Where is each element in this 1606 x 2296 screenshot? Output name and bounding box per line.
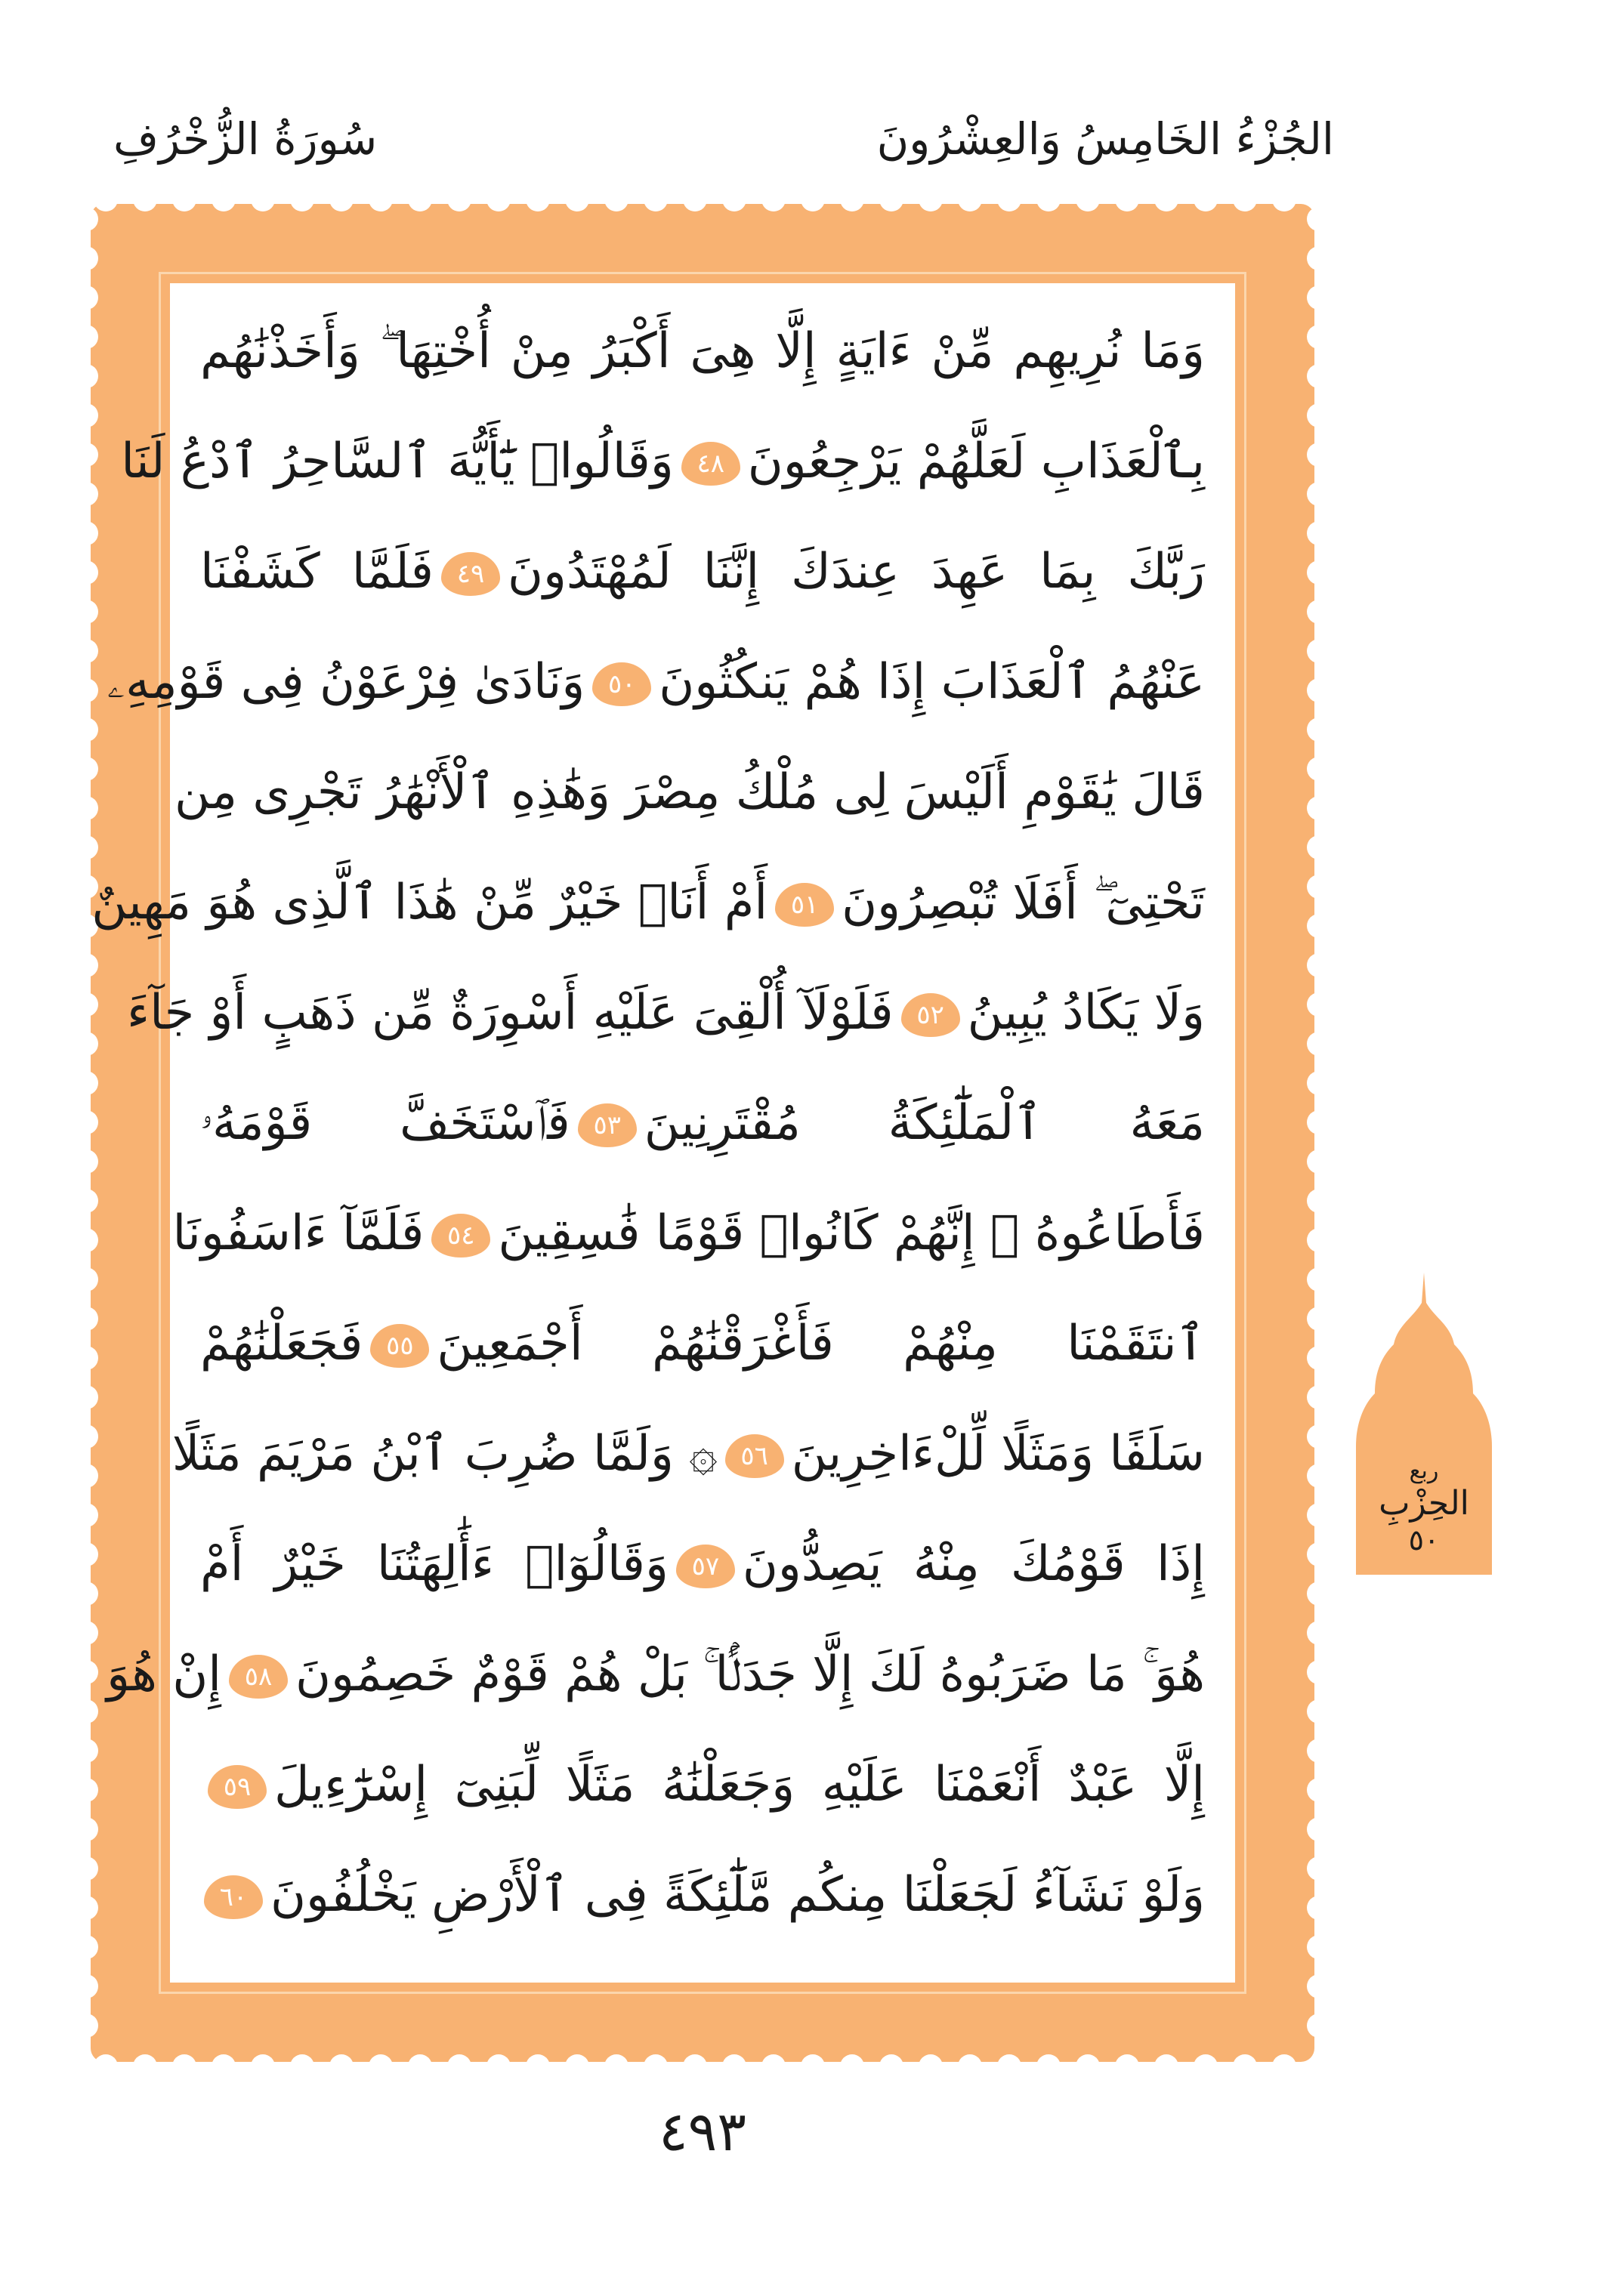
frame-scallop: [91, 757, 98, 781]
frame-scallop: [1307, 1817, 1314, 1841]
verse-text: عَنْهُمُ ٱلْعَذَابَ إِذَا هُمْ يَنكُثُونَ: [659, 654, 1205, 710]
frame-scallop: [1307, 1896, 1314, 1920]
verse-line: [200, 526, 1205, 617]
frame-scallop: [486, 204, 511, 211]
frame-scallop: [1307, 2014, 1314, 2038]
frame-scallop: [1115, 2054, 1139, 2062]
frame-scallop: [1307, 482, 1314, 506]
frame-scallop: [91, 246, 98, 270]
frame-scallop: [958, 2054, 982, 2062]
frame-scallop: [91, 639, 98, 663]
verse-text: قَالَ يَٰقَوْمِ أَلَيْسَ لِى مُلْكُ مِصْرَ وَهَٰذِهِ ٱلْأَنْهَٰرُ تَجْرِى مِن: [174, 764, 1205, 820]
frame-scallop: [1307, 1307, 1314, 1331]
frame-scallop: [604, 204, 629, 211]
frame-scallop: [91, 1582, 98, 1606]
verse-line: [91, 857, 1205, 948]
surah-header: سُورَةُ الزُّخْرُفِ: [113, 113, 378, 165]
frame-scallop: [91, 1189, 98, 1213]
frame-scallop: [91, 992, 98, 1017]
frame-scallop: [91, 1228, 98, 1252]
verse-text: فَلَوْلَآ أُلْقِىَ عَلَيْهِ أَسْوِرَةٌ مِّن ذَهَبٍ أَوْ جَآءَ: [127, 985, 894, 1041]
frame-scallop: [91, 403, 98, 427]
frame-scallop: [1307, 1503, 1314, 1527]
verse-line: [171, 1409, 1205, 1499]
frame-scallop: [1307, 207, 1314, 231]
frame-scallop: [447, 204, 471, 211]
frame-scallop: [1307, 1424, 1314, 1449]
frame-scallop: [1307, 1189, 1314, 1213]
frame-scallop: [91, 1385, 98, 1409]
frame-scallop: [91, 1817, 98, 1841]
frame-scallop: [91, 1896, 98, 1920]
frame-scallop: [1307, 600, 1314, 624]
ayah-number-marker: ٤٩: [441, 552, 500, 596]
frame-scallop: [251, 204, 275, 211]
quran-text-area: [91, 283, 1235, 1983]
frame-scallop: [526, 204, 550, 211]
frame-scallop: [840, 2054, 864, 2062]
ayah-number-marker: ٥١: [775, 883, 834, 927]
frame-scallop: [1307, 757, 1314, 781]
ayah-number-marker: ٥٩: [208, 1765, 267, 1809]
frame-scallop: [644, 2054, 668, 2062]
ayah-number-marker: ٥٦: [725, 1434, 784, 1478]
frame-scallop: [91, 1542, 98, 1566]
frame-scallop: [91, 600, 98, 624]
frame-scallop: [91, 1150, 98, 1174]
frame-scallop: [91, 1974, 98, 1998]
frame-scallop: [1307, 560, 1314, 585]
frame-scallop: [172, 204, 196, 211]
frame-scallop: [683, 204, 707, 211]
verse-line: [200, 1298, 1205, 1389]
frame-scallop: [1307, 246, 1314, 270]
frame-scallop: [644, 204, 668, 211]
frame-scallop: [1307, 1071, 1314, 1095]
frame-scallop: [761, 2054, 786, 2062]
frame-scallop: [1307, 639, 1314, 663]
frame-scallop: [958, 204, 982, 211]
verse-text: وَقَالُوا۟ يَٰٓأَيُّهَ ٱلسَّاحِرُ ٱدْعُ لَنَا: [121, 434, 674, 489]
frame-scallop: [91, 560, 98, 585]
verse-line: [107, 1629, 1205, 1720]
frame-scallop: [1307, 1621, 1314, 1645]
verse-line: [121, 416, 1205, 507]
frame-scallop: [91, 1660, 98, 1684]
frame-scallop: [997, 204, 1021, 211]
frame-scallop: [91, 1503, 98, 1527]
frame-scallop: [604, 2054, 629, 2062]
frame-scallop: [1307, 364, 1314, 388]
verse-line: [172, 1188, 1205, 1279]
frame-scallop: [91, 1621, 98, 1645]
frame-scallop: [879, 2054, 903, 2062]
verse-line: [200, 306, 1205, 397]
frame-scallop: [91, 482, 98, 506]
frame-scallop: [1307, 718, 1314, 742]
verse-text: فَلَمَّا كَشَفْنَا: [200, 544, 434, 600]
verse-text: ۞ وَلَمَّا ضُرِبَ ٱبْنُ مَرْيَمَ مَثَلًا: [171, 1426, 718, 1482]
frame-scallop: [369, 2054, 393, 2062]
verse-text: هُوَ ۚ مَا ضَرَبُوهُ لَكَ إِلَّا جَدَلًۢا ۚ بَلْ هُمْ قَوْمٌ خَصِمُونَ: [295, 1646, 1205, 1702]
frame-scallop: [91, 1856, 98, 1881]
frame-scallop: [91, 325, 98, 349]
frame-scallop: [91, 718, 98, 742]
frame-scallop: [1307, 953, 1314, 977]
frame-scallop: [1307, 1974, 1314, 1998]
frame-scallop: [290, 204, 314, 211]
frame-scallop: [1307, 1267, 1314, 1292]
frame-scallop: [91, 364, 98, 388]
frame-scallop: [1272, 204, 1296, 211]
frame-scallop: [1194, 204, 1218, 211]
frame-scallop: [1076, 2054, 1100, 2062]
frame-scallop: [1307, 875, 1314, 899]
frame-scallop: [408, 204, 432, 211]
frame-scallop: [1307, 835, 1314, 859]
ayah-number-marker: ٥٣: [578, 1103, 637, 1147]
frame-scallop: [91, 1346, 98, 1370]
frame-scallop: [133, 2054, 157, 2062]
verse-line: [107, 637, 1205, 727]
frame-scallop: [369, 204, 393, 211]
ayah-number-marker: ٤٨: [681, 442, 740, 486]
frame-scallop: [1307, 1739, 1314, 1763]
verse-text: إِذَا قَوْمُكَ مِنْهُ يَصِدُّونَ: [742, 1536, 1205, 1592]
frame-scallop: [251, 2054, 275, 2062]
verse-line: [200, 1519, 1205, 1609]
frame-scallop: [1307, 1582, 1314, 1606]
verse-text: فَجَعَلْنَٰهُمْ: [200, 1316, 363, 1372]
frame-scallop: [91, 2014, 98, 2038]
verse-text: إِلَّا عَبْدٌ أَنْعَمْنَا عَلَيْهِ وَجَعَلْنَٰهُ مَثَلًا لِّبَنِىٓ إِسْرَٰٓءِيلَ: [274, 1757, 1205, 1813]
frame-scallop: [1307, 325, 1314, 349]
frame-scallop: [1233, 2054, 1257, 2062]
verse-text: وَمَا نُرِيهِم مِّنْ ءَايَةٍ إِلَّا هِىَ أَكْبَرُ مِنْ أُخْتِهَا ۖ وَأَخَذْنَٰهُم: [200, 323, 1205, 379]
frame-scallop: [1307, 1935, 1314, 1959]
frame-scallop: [1272, 2054, 1296, 2062]
hizb-rub-text: ربع: [1409, 1458, 1439, 1484]
frame-scallop: [801, 2054, 825, 2062]
frame-scallop: [1307, 678, 1314, 702]
frame-scallop: [683, 2054, 707, 2062]
frame-scallop: [1233, 204, 1257, 211]
verse-text: وَنَادَىٰ فِرْعَوْنُ فِى قَوْمِهِۦ: [107, 654, 585, 710]
frame-scallop: [840, 204, 864, 211]
frame-scallop: [1307, 1110, 1314, 1134]
frame-scallop: [94, 2054, 118, 2062]
page-number: ٤٩٣: [658, 2100, 746, 2163]
frame-scallop: [91, 1424, 98, 1449]
hizb-marker-label: [1352, 1458, 1496, 1557]
frame-scallop: [1307, 443, 1314, 467]
decorative-frame: [91, 204, 1314, 2062]
frame-scallop: [172, 2054, 196, 2062]
frame-scallop: [91, 1267, 98, 1292]
frame-scallop: [997, 2054, 1021, 2062]
frame-scallop: [1154, 204, 1178, 211]
frame-scallop: [91, 207, 98, 231]
frame-scallop: [1036, 2054, 1061, 2062]
frame-scallop: [91, 1110, 98, 1134]
ayah-number-marker: ٥٧: [676, 1545, 735, 1588]
frame-scallop: [1307, 521, 1314, 545]
verse-text: وَلَوْ نَشَآءُ لَجَعَلْنَا مِنكُم مَّلَٰٓئِكَةً فِى ٱلْأَرْضِ يَخْلُفُونَ: [270, 1867, 1205, 1923]
frame-scallop: [722, 2054, 746, 2062]
frame-scallop: [91, 1778, 98, 1802]
hizb-text: الحِزْبِ: [1379, 1484, 1469, 1523]
frame-scallop: [212, 204, 236, 211]
juz-header: الجُزْءُ الخَامِسُ وَالعِشْرُونَ: [876, 113, 1334, 165]
frame-scallop: [919, 2054, 943, 2062]
frame-scallop: [1154, 2054, 1178, 2062]
verse-line: [174, 747, 1205, 838]
frame-scallop: [565, 2054, 589, 2062]
frame-scallop: [91, 953, 98, 977]
frame-scallop: [91, 1935, 98, 1959]
frame-scallop: [91, 1071, 98, 1095]
ayah-number-marker: ٥٠: [592, 662, 651, 706]
frame-scallop: [91, 1307, 98, 1331]
frame-scallop: [1307, 1464, 1314, 1488]
verse-text: وَلَا يَكَادُ يُبِينُ: [967, 985, 1205, 1041]
frame-scallop: [1307, 1385, 1314, 1409]
frame-scallop: [761, 204, 786, 211]
frame-scallop: [91, 1739, 98, 1763]
ayah-number-marker: ٥٢: [901, 993, 960, 1037]
frame-scallop: [1307, 1032, 1314, 1056]
frame-scallop: [91, 796, 98, 820]
verse-line: [200, 1078, 1205, 1168]
verse-text: رَبَّكَ بِمَا عَهِدَ عِندَكَ إِنَّنَا لَمُهْتَدُونَ: [507, 544, 1206, 600]
verse-text: ٱنتَقَمْنَا مِنْهُمْ فَأَغْرَقْنَٰهُمْ أَجْمَعِينَ: [437, 1316, 1205, 1372]
verse-text: سَلَفًا وَمَثَلًا لِّلْءَاخِرِينَ: [791, 1426, 1205, 1482]
frame-scallop: [1307, 1778, 1314, 1802]
frame-scallop: [94, 204, 118, 211]
frame-scallop: [91, 285, 98, 310]
frame-scallop: [91, 1699, 98, 1724]
ayah-number-marker: ٥٥: [370, 1324, 429, 1368]
frame-scallop: [1115, 204, 1139, 211]
verse-line: [127, 967, 1205, 1058]
verse-text: بِٱلْعَذَابِ لَعَلَّهُمْ يَرْجِعُونَ: [747, 434, 1205, 489]
frame-scallop: [329, 2054, 354, 2062]
frame-scallop: [1194, 2054, 1218, 2062]
verse-line: [200, 1739, 1205, 1830]
frame-scallop: [1307, 1856, 1314, 1881]
frame-scallop: [565, 204, 589, 211]
frame-scallop: [133, 204, 157, 211]
frame-scallop: [1307, 285, 1314, 310]
ayah-number-marker: ٦٠: [204, 1875, 263, 1919]
frame-scallop: [1036, 204, 1061, 211]
hizb-number: ٥٠: [1408, 1523, 1440, 1557]
verse-text: مَعَهُ ٱلْمَلَٰٓئِكَةُ مُقْتَرِنِينَ: [644, 1095, 1205, 1151]
frame-scallop: [212, 2054, 236, 2062]
frame-scallop: [1307, 796, 1314, 820]
frame-scallop: [1307, 403, 1314, 427]
frame-scallop: [329, 204, 354, 211]
frame-scallop: [1307, 1150, 1314, 1174]
frame-scallop: [447, 2054, 471, 2062]
frame-scallop: [919, 204, 943, 211]
frame-scallop: [1307, 1660, 1314, 1684]
verse-text: وَقَالُوٓا۟ ءَأَٰلِهَتُنَا خَيْرٌ أَمْ: [200, 1536, 669, 1592]
frame-scallop: [1307, 1699, 1314, 1724]
frame-scallop: [1307, 992, 1314, 1017]
frame-scallop: [526, 2054, 550, 2062]
verse-text: تَحْتِىٓ ۖ أَفَلَا تُبْصِرُونَ: [842, 875, 1205, 930]
verse-line: [200, 1850, 1205, 1940]
verse-text: إِنْ هُوَ: [107, 1646, 222, 1702]
frame-scallop: [91, 443, 98, 467]
frame-scallop: [486, 2054, 511, 2062]
frame-scallop: [290, 2054, 314, 2062]
verse-text: فَٱسْتَخَفَّ قَوْمَهُۥ: [200, 1095, 570, 1151]
frame-scallop: [1307, 1228, 1314, 1252]
frame-scallop: [91, 835, 98, 859]
frame-scallop: [1307, 1346, 1314, 1370]
verse-text: فَلَمَّآ ءَاسَفُونَا: [172, 1205, 425, 1261]
frame-scallop: [801, 204, 825, 211]
verse-text: أَمْ أَنَا۠ خَيْرٌ مِّنْ هَٰذَا ٱلَّذِى هُوَ مَهِينٌ: [91, 875, 768, 930]
ayah-number-marker: ٥٤: [431, 1214, 490, 1258]
frame-scallop: [722, 204, 746, 211]
frame-scallop: [408, 2054, 432, 2062]
ayah-number-marker: ٥٨: [229, 1655, 288, 1699]
verse-text: فَأَطَاعُوهُ ۚ إِنَّهُمْ كَانُوا۟ قَوْمًا فَٰسِقِينَ: [498, 1205, 1205, 1261]
frame-scallop: [1307, 1542, 1314, 1566]
frame-scallop: [1307, 914, 1314, 938]
frame-scallop: [1076, 204, 1100, 211]
frame-scallop: [91, 678, 98, 702]
frame-scallop: [879, 204, 903, 211]
frame-scallop: [91, 521, 98, 545]
frame-scallop: [91, 1032, 98, 1056]
frame-scallop: [91, 1464, 98, 1488]
